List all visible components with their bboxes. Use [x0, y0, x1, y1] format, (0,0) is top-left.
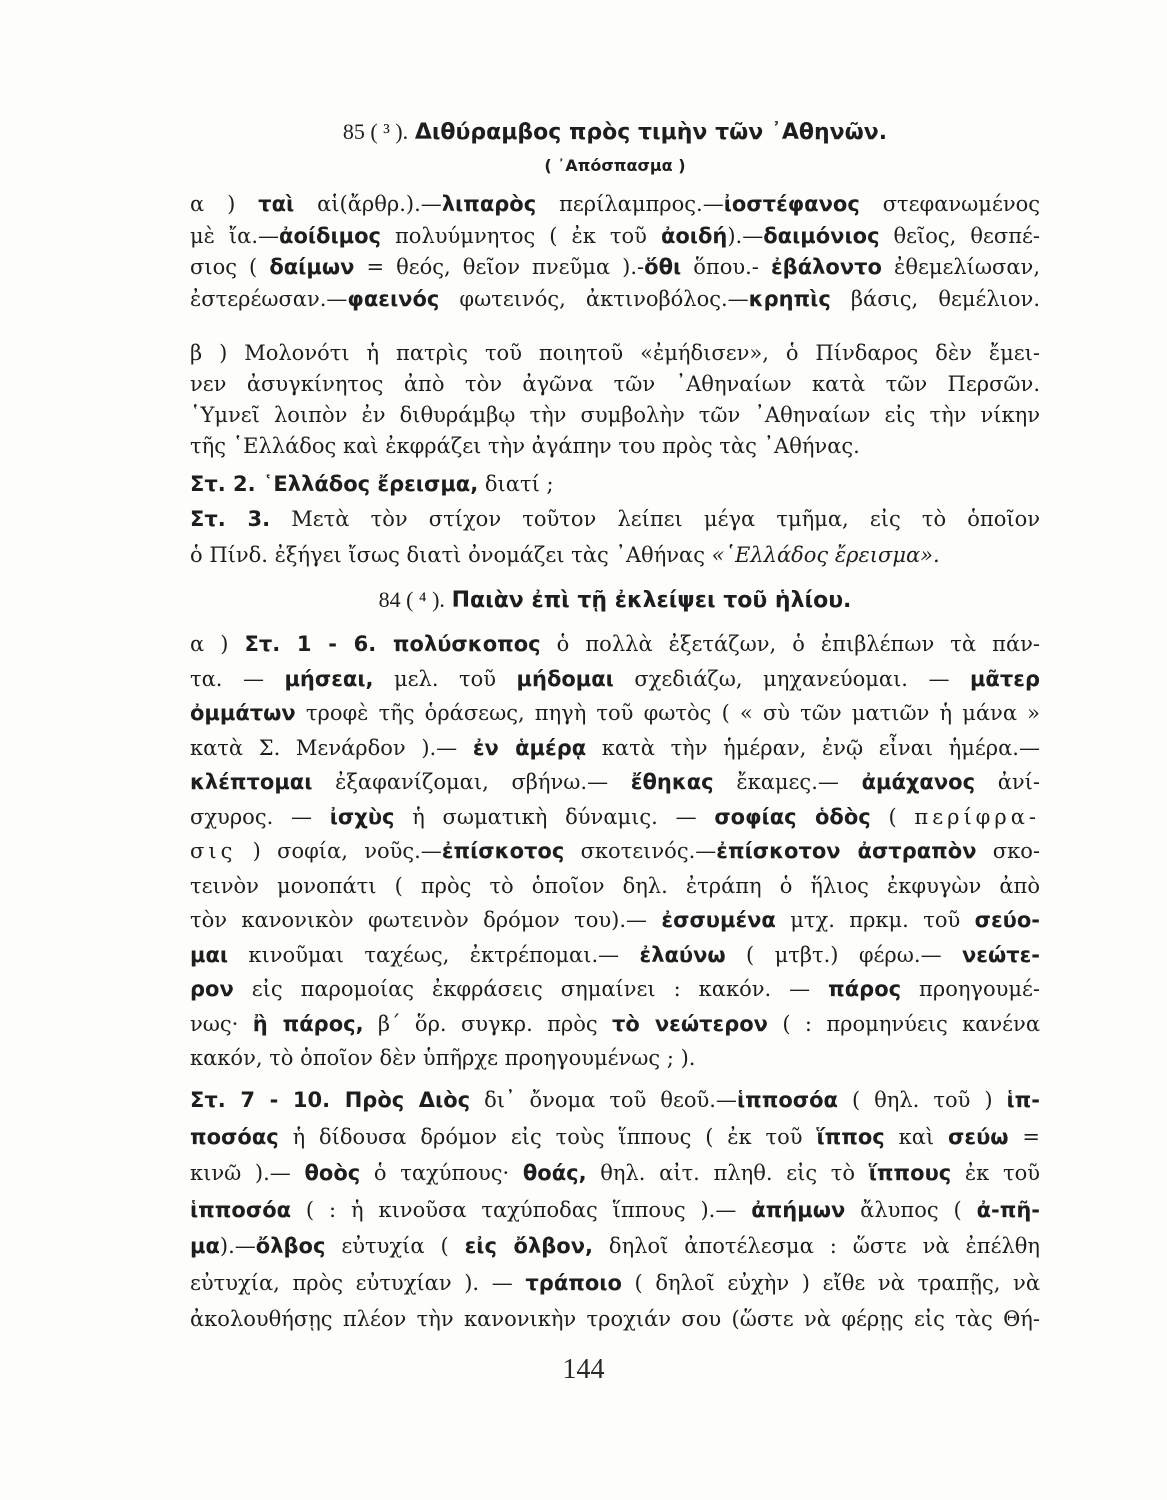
text-segment: ἡ σωματικὴ δύναμις. —: [394, 804, 715, 829]
bold-term: ἀοίδιμος: [279, 223, 381, 248]
bold-term: ὅθι: [644, 255, 682, 279]
text-line: [190, 401, 1040, 429]
text-segment: πολυύμνητος ( ἐκ τοῦ: [381, 223, 661, 248]
text-segment: σκο-: [976, 839, 1041, 863]
text-segment: ἄλυπος (: [845, 1197, 977, 1222]
bold-term: ἀοιδή: [660, 223, 728, 248]
text-segment: σις: [190, 839, 237, 863]
text-segment: ἐξαφανίζομαι, σβήνω.—: [312, 770, 631, 794]
text-segment: μελ. τοῦ: [373, 666, 517, 691]
text-segment: ἐστερέωσαν.—: [190, 286, 348, 311]
text-line: [190, 1196, 1040, 1224]
text-segment: εἰς παρομοίας ἐκφράσεις σημαίνει : κακόν. —: [233, 977, 829, 1001]
bold-term: ἵππος: [816, 1124, 885, 1149]
text-line: [190, 470, 1040, 498]
bold-term: δαίμων: [269, 255, 355, 279]
bold-term: Στ. 7 - 10. Πρὸς Διὸς: [190, 1088, 471, 1112]
text-segment: στεφανωμένος: [859, 192, 1040, 216]
text-line: [190, 1044, 1040, 1072]
text-line: [190, 699, 1040, 727]
text-segment: β´ ὅρ. συγκρ. πρὸς: [363, 1011, 613, 1036]
bold-term: Στ. 1 - 6. πολύσκοπος: [244, 632, 541, 656]
heading-84-number: 84 ( ⁴ ).: [378, 587, 445, 612]
bold-term: ὄλβος: [255, 1234, 326, 1258]
heading-85-subtitle: [190, 150, 1040, 180]
bold-term: ταὶ: [258, 192, 295, 216]
bold-term: κλέπτομαι: [190, 770, 313, 794]
text-segment: διατί ;: [478, 472, 554, 496]
text-segment: σιος (: [190, 255, 270, 279]
bold-term: τράποιο: [525, 1270, 622, 1295]
text-segment: δι᾿ ὄνομα τοῦ θεοῦ.—: [470, 1088, 737, 1112]
text-line: [190, 906, 1040, 934]
bold-term: Στ. 2. ῾Ελλάδος ἔρεισμα,: [190, 472, 479, 496]
text-segment: θηλ. αἰτ. πληθ. εἰς τὸ: [586, 1161, 869, 1185]
text-line: [190, 630, 1040, 658]
bold-term: ποσόας: [190, 1124, 279, 1149]
text-segment: τῆς ῾Ελλάδος καὶ ἐκφράζει τὴν ἀγάπην του πρὸς τὰς ᾿Αθήνας.: [190, 434, 860, 458]
text-segment: κατὰ Σ. Μενάρδον ).—: [190, 735, 473, 760]
bold-term: σοφίας ὁδὸς: [714, 804, 871, 829]
text-line: [190, 370, 1040, 398]
bold-term: ὀμμάτων: [190, 701, 296, 725]
bold-term: λιπαρὸς: [441, 192, 537, 216]
text-line: [190, 1305, 1040, 1333]
text-line: [190, 941, 1040, 969]
text-line: [190, 190, 1040, 218]
text-line: [190, 1159, 1040, 1187]
bold-term: ἢ πάρος,: [252, 1011, 364, 1036]
text-line: [190, 872, 1040, 900]
bold-term: ἐπίσκοτος: [441, 839, 565, 863]
text-segment: βάσις, θεμέλιον.: [830, 286, 1040, 311]
text-line: [190, 665, 1040, 693]
bold-term: νεώτε-: [961, 942, 1041, 967]
text-line: [190, 253, 1040, 281]
text-segment: φωτεινός, ἀκτινοβόλος.—: [439, 286, 749, 311]
bold-term: μᾶτερ: [969, 666, 1040, 691]
text-segment: ( : ἡ κινοῦσα ταχύποδας ἵππους ).—: [291, 1197, 752, 1222]
bold-term: ἔθηκας: [630, 770, 714, 794]
bold-term: ἐσσυμένα: [661, 908, 776, 932]
text-segment: μὲ ἴα.—: [190, 223, 280, 248]
bold-term: ἐπίσκοτον ἀστραπὸν: [716, 839, 977, 863]
text-line: [190, 975, 1040, 1003]
bold-term: θοάς,: [522, 1161, 587, 1185]
text-segment: ).—: [727, 223, 764, 248]
heading-84: [190, 586, 1040, 615]
bold-term: θοὸς: [304, 1161, 361, 1185]
text-segment: κατὰ τὴν ἡμέραν, ἐνῷ εἶναι ἡμέρα.—: [586, 735, 1040, 760]
text-line: [190, 339, 1040, 367]
bold-term: ἱπ-: [1006, 1088, 1041, 1112]
bold-term: σεύο-: [974, 908, 1040, 932]
text-segment: περίφρα-: [914, 804, 1041, 829]
bold-term: ἱπποσόα: [190, 1197, 292, 1222]
text-segment: κακόν, τὸ ὁποῖον δὲν ὑπῆρχε προηγουμένως ; ).: [190, 1046, 696, 1070]
text-segment: ἐκ τοῦ: [951, 1161, 1041, 1185]
bold-term: ρον: [190, 977, 234, 1001]
text-line: [190, 1086, 1040, 1114]
bold-term: εἰς ὄλβον,: [464, 1234, 593, 1258]
bold-term: κρηπὶς: [748, 286, 831, 311]
heading-85-subtitle-text: ( ᾿Απόσπασμα ): [544, 156, 686, 175]
text-segment: α ): [190, 632, 245, 656]
text-segment: ῾Υμνεῖ λοιπὸν ἐν διθυράμβῳ τὴν συμβολὴν τῶν ᾿Αθηναίων εἰς τὴν νίκην: [190, 403, 1040, 427]
text-line: [190, 285, 1040, 313]
bold-term: ἐβάλοντο: [770, 255, 882, 279]
text-segment: ἀκολουθήσῃς πλέον τὴν κανονικὴν τροχιάν σου (ὥστε νὰ φέρῃς εἰς τὰς Θή-: [190, 1307, 1040, 1331]
bold-term: ἱπποσόα: [736, 1088, 838, 1112]
text-line: [190, 837, 1040, 865]
text-segment: ( μτβτ.) φέρω.—: [725, 942, 962, 967]
text-segment: ὁ πολλὰ ἐξετάζων, ὁ ἐπιβλέπων τὰ πάν-: [540, 632, 1040, 656]
bold-term: μα: [190, 1234, 220, 1258]
bold-term: φαεινός: [347, 286, 440, 311]
text-segment: κινῶ ).—: [190, 1161, 305, 1185]
text-segment: ( : προμηνύεις κανένα: [767, 1011, 1041, 1036]
text-segment: ὁ ταχύπους·: [360, 1161, 523, 1185]
heading-85-title: Διθύραμβος πρὸς τιμὴν τῶν ᾿Αθηνῶν.: [414, 120, 888, 145]
text-line: [190, 1010, 1040, 1038]
text-segment: ἀνί-: [975, 770, 1040, 794]
heading-85: [190, 118, 1040, 147]
text-segment: Μετὰ τὸν στίχον τοῦτον λείπει μέγα τμῆμα, εἰς τὸ ὁποῖον: [270, 507, 1041, 531]
bold-term: ἀπήμων: [751, 1197, 846, 1222]
text-segment: τὸν κανονικὸν φωτεινὸν δρόμον του).—: [190, 908, 662, 932]
text-segment: τεινὸν μονοπάτι ( πρὸς τὸ ὁποῖον δηλ. ἐτράπη ὁ ἥλιος ἐκφυγὼν ἀπὸ: [190, 873, 1040, 898]
text-segment: νως·: [190, 1011, 253, 1036]
text-line: [190, 1123, 1040, 1151]
text-segment: ὁ Πίνδ. ἐξήγει ἴσως διατὶ ὀνομάζει τὰς ᾿Αθήνας: [190, 543, 712, 567]
bold-term: Στ. 3.: [190, 507, 271, 531]
bold-term: μαι: [190, 942, 229, 967]
text-segment: =: [1008, 1124, 1040, 1149]
text-segment: = θεός, θεῖον πνεῦμα ).-: [354, 255, 645, 279]
bold-term: ἀ-πῆ-: [976, 1197, 1040, 1222]
text-segment: ) σοφία, νοῦς.—: [236, 839, 442, 863]
heading-84-title: Παιὰν ἐπὶ τῇ ἐκλείψει τοῦ ἡλίου.: [451, 588, 852, 613]
text-segment: (: [870, 804, 915, 829]
bold-term: μήσεαι,: [284, 666, 374, 691]
text-segment: ἔκαμες.—: [713, 770, 862, 794]
bold-term: πάρος: [828, 977, 902, 1001]
text-line: [190, 1232, 1040, 1260]
text-segment: δηλοῖ ἀποτέλεσμα : ὥστε νὰ ἐπέλθη: [592, 1234, 1041, 1258]
heading-85-number: 85 ( ³ ).: [342, 119, 409, 144]
text-segment: α ): [190, 192, 259, 216]
bold-term: σεύω: [948, 1124, 1009, 1149]
text-segment: ).—: [219, 1234, 256, 1258]
text-line: [190, 803, 1040, 831]
bold-term: ἵππους: [868, 1161, 952, 1185]
text-segment: ( θηλ. τοῦ ): [837, 1088, 1007, 1112]
text-segment: περίλαμπρος.—: [536, 192, 724, 216]
text-segment: καὶ: [884, 1124, 949, 1149]
text-segment: σχεδιάζω, μηχανεύομαι. —: [613, 666, 970, 691]
text-segment: εὐτυχία (: [325, 1234, 465, 1258]
text-line: [190, 432, 1040, 460]
text-segment: β ) Μολονότι ἡ πατρὶς τοῦ ποιητοῦ «ἐμήδισεν», ὁ Πίνδαρος δὲν ἔμει-: [190, 341, 1040, 365]
text-line: [190, 768, 1040, 796]
text-segment: «῾Ελλάδος ἔρεισμα».: [711, 543, 940, 567]
text-line: [190, 1269, 1040, 1297]
text-segment: εὐτυχία, πρὸς εὐτυχίαν ). —: [190, 1270, 526, 1295]
bold-term: ἰοστέφανος: [723, 192, 860, 216]
text-line: [190, 222, 1040, 250]
text-line: [190, 505, 1040, 533]
text-segment: θεῖος, θεσπέ-: [879, 223, 1040, 248]
text-segment: τροφὲ τῆς ὁράσεως, πηγὴ τοῦ φωτὸς ( « σὺ τῶν ματιῶν ἡ μάνα »: [295, 701, 1040, 725]
text-segment: ( δηλοῖ εὐχὴν ) εἴθε νὰ τραπῇς, νὰ: [621, 1270, 1041, 1295]
text-segment: σκοτεινός.—: [564, 839, 717, 863]
text-segment: κινοῦμαι ταχέως, ἐκτρέπομαι.—: [228, 942, 640, 967]
bold-term: δαιμόνιος: [763, 223, 880, 248]
text-line: [190, 734, 1040, 762]
bold-term: ἰσχὺς: [329, 804, 395, 829]
text-segment: τα. —: [190, 666, 285, 691]
bold-term: ἐλαύνω: [639, 942, 726, 967]
text-segment: ἐθεμελίωσαν,: [881, 255, 1040, 279]
text-segment: ὅπου.-: [681, 255, 771, 279]
page-number: 144: [562, 1354, 605, 1385]
bold-term: μήδομαι: [516, 666, 614, 691]
bold-term: ἀμάχανος: [861, 770, 976, 794]
text-segment: σχυρος. —: [190, 804, 330, 829]
bold-term: τὸ νεώτερον: [612, 1011, 768, 1036]
text-segment: νεν ἀσυγκίνητος ἀπὸ τὸν ἀγῶνα τῶν ᾿Αθηναίων κατὰ τῶν Περσῶν.: [190, 372, 1040, 396]
text-segment: μτχ. πρκμ. τοῦ: [775, 908, 975, 932]
bold-term: ἐν ἁμέρᾳ: [472, 735, 587, 760]
text-segment: αἱ(ἄρθρ.).—: [294, 192, 442, 216]
text-line: [190, 541, 1040, 569]
text-segment: ἡ δίδουσα δρόμον εἰς τοὺς ἵππους ( ἐκ τοῦ: [278, 1124, 817, 1149]
text-segment: προηγουμέ-: [901, 977, 1041, 1001]
